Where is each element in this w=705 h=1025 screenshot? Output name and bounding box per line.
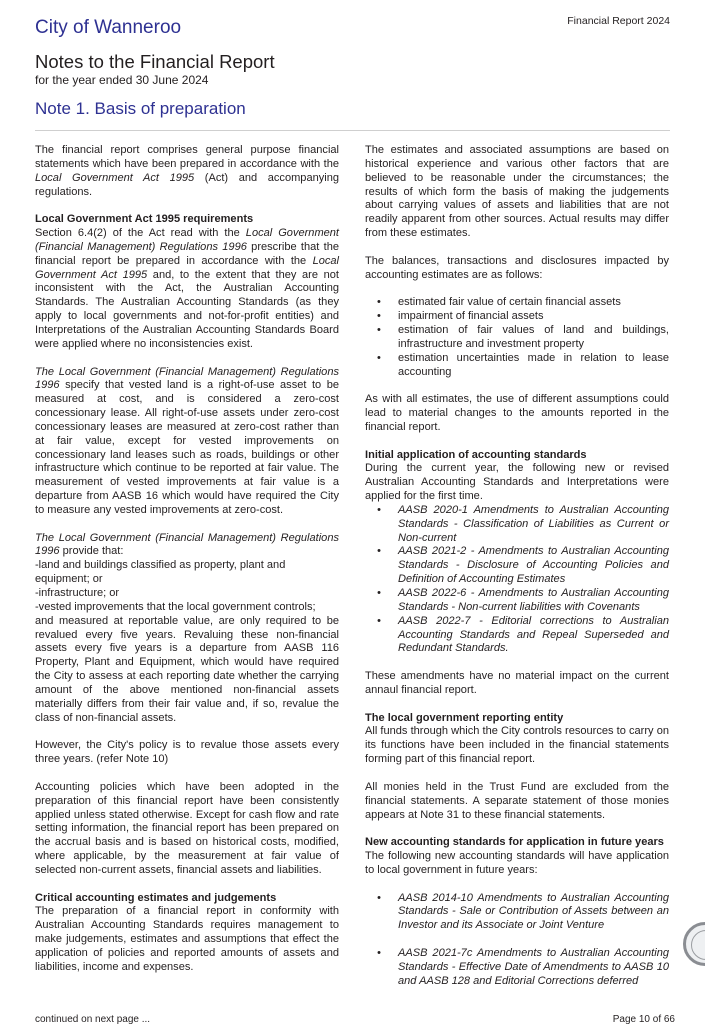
- seal-icon: [683, 922, 705, 966]
- paragraph: The estimates and associated assumptions are based on historical experience and various other factors that are believed to be reasonable under the circumstances; the results of which form the basis of making the judgements about carrying values of assets and liabilities that are not readily apparent from other sources. Actual results may differ from these estimates.: [365, 144, 669, 240]
- paragraph: The balances, transactions and disclosures impacted by accounting estimates are as follows:: [365, 254, 669, 281]
- list-item: • estimated fair value of certain financial assets: [365, 296, 669, 310]
- paragraph: Accounting policies which have been adopted in the preparation of this financial report have been consistently applied unless stated otherwise. Except for cash flow and rate setting information, the financial report has been prepared on the accrual basis and is based on historical costs, modified, where applicable, by the measurement at fair value of selected non-current assets, financial assets and liabilities.: [35, 780, 339, 876]
- list-line: -infrastructure; or: [35, 587, 120, 599]
- paragraph: The following new accounting standards will have application to local government in future years:: [365, 850, 669, 876]
- section-heading: Initial application of accounting standards: [365, 448, 587, 461]
- page-title: Notes to the Financial Report: [35, 51, 275, 72]
- paragraph: The Local Government (Financial Management) Regulations 1996 provide that:: [35, 531, 339, 558]
- paragraph: and measured at reportable value, are only required to be revalued every five years. Revaluing these non-financial assets every five years is a departure from AASB 116 Property, Plant and Equipment, which would have required the City to assess at each reporting date whether the carrying amount of the above mentioned non-financial assets materially differs from their fair value and, if so, revalue the class of non-financial assets.: [35, 614, 339, 724]
- list-item: • AASB 2022-6 - Amendments to Australian Accounting Standards - Non-current liabilities with Covenants: [365, 587, 669, 615]
- paragraph: Section 6.4(2) of the Act read with the Local Government (Financial Management) Regulations 1996 prescribe that the financial report be prepared in accordance with the Local Government Act 1995 and, to the extent that they are not inconsistent with the Act, the Australian Accounting Standards. The Australian Accounting Standards (as they apply to local governments and not-for-profit entities) and Interpretations of the Australian Accounting Standards Board were applied where no inconsistencies exist.: [35, 227, 339, 350]
- list-item: • estimation of fair values of land and buildings, infrastructure and investment property: [365, 324, 669, 352]
- list-item: • AASB 2014-10 Amendments to Australian Accounting Standards - Sale or Contribution of Assets between an Investor and its Associate or Joint Venture: [365, 892, 669, 934]
- list-line: -vested improvements that the local government controls;: [35, 600, 316, 613]
- paragraph: All monies held in the Trust Fund are excluded from the financial statements. A separate statement of those monies appears at Note 31 to these financial statements.: [365, 780, 669, 821]
- left-column: [35, 144, 339, 988]
- list-item: • impairment of financial assets: [365, 310, 669, 324]
- section-heading: The local government reporting entity: [365, 711, 564, 724]
- section-heading: New accounting standards for application in future years: [365, 836, 664, 849]
- section-heading: Local Government Act 1995 requirements: [35, 213, 254, 226]
- header-divider: [35, 130, 670, 131]
- estimates-list: [365, 296, 669, 379]
- list-item: • AASB 2021-7c Amendments to Australian Accounting Standards - Effective Date of Amendments to AASB 10 and AASB 128 and Editorial Corrections deferred: [365, 947, 669, 989]
- list-item: • AASB 2021-2 - Amendments to Australian Accounting Standards - Disclosure of Accounting Policies and Definition of Accounting Estimates: [365, 545, 669, 587]
- list-item: • AASB 2022-7 - Editorial corrections to Australian Accounting Standards and Repeal Superseded and Redundant Standards.: [365, 615, 669, 657]
- paragraph: The Local Government (Financial Management) Regulations 1996 specify that vested land is a right-of-use asset to be measured at cost, and is considered a zero-cost concessionary lease. All right-of-use assets under zero-cost concessionary leases are measured at zero-cost rather than at fair value, except for vested improvements on concessionary land leases such as roads, buildings or other infrastructure which continue to be reported at fair value. The measurement of vested improvements at fair value is a departure from AASB 16 which would have required the City to measure any vested improvements at zero-cost.: [35, 365, 339, 516]
- paragraph: However, the City's policy is to revalue those assets every three years. (refer Note 10): [35, 739, 339, 766]
- page-subtitle: for the year ended 30 June 2024: [35, 73, 209, 87]
- page-number: Page 10 of 66: [612, 1014, 675, 1025]
- initial-standards-list: [365, 504, 669, 656]
- report-label: Financial Report 2024: [567, 15, 670, 27]
- paragraph: The financial report comprises general purpose financial statements which have been prepared in accordance with the Local Government Act 1995 (Act) and accompanying regulations.: [35, 144, 339, 198]
- organisation-name: City of Wanneroo: [35, 17, 182, 38]
- section-heading: Critical accounting estimates and judgements: [35, 891, 277, 904]
- future-standards-list: [365, 892, 669, 989]
- paragraph: These amendments have no material impact on the current annaul financial report.: [365, 670, 669, 696]
- continued-label: continued on next page ...: [35, 1014, 151, 1025]
- list-item: • estimation uncertainties made in relation to lease accounting: [365, 352, 669, 380]
- list-item: • AASB 2020-1 Amendments to Australian Accounting Standards - Classification of Liabilities as Current or Non-current: [365, 504, 669, 546]
- paragraph: During the current year, the following new or revised Australian Accounting Standards and Interpretations were applied for the first time.: [365, 462, 669, 503]
- right-column: [365, 144, 669, 1002]
- note-heading: Note 1. Basis of preparation: [35, 99, 246, 118]
- paragraph: As with all estimates, the use of different assumptions could lead to material changes to the amounts reported in the financial report.: [365, 393, 669, 433]
- list-line: -land and buildings classified as property, plant and equipment; or: [35, 559, 286, 586]
- paragraph: The preparation of a financial report in conformity with Australian Accounting Standards requires management to make judgements, estimates and assumptions that effect the application of policies and reported amounts of assets and liabilities, income and expenses.: [35, 905, 339, 973]
- paragraph: All funds through which the City controls resources to carry on its functions have been included in the financial statements forming part of this financial report.: [365, 725, 669, 766]
